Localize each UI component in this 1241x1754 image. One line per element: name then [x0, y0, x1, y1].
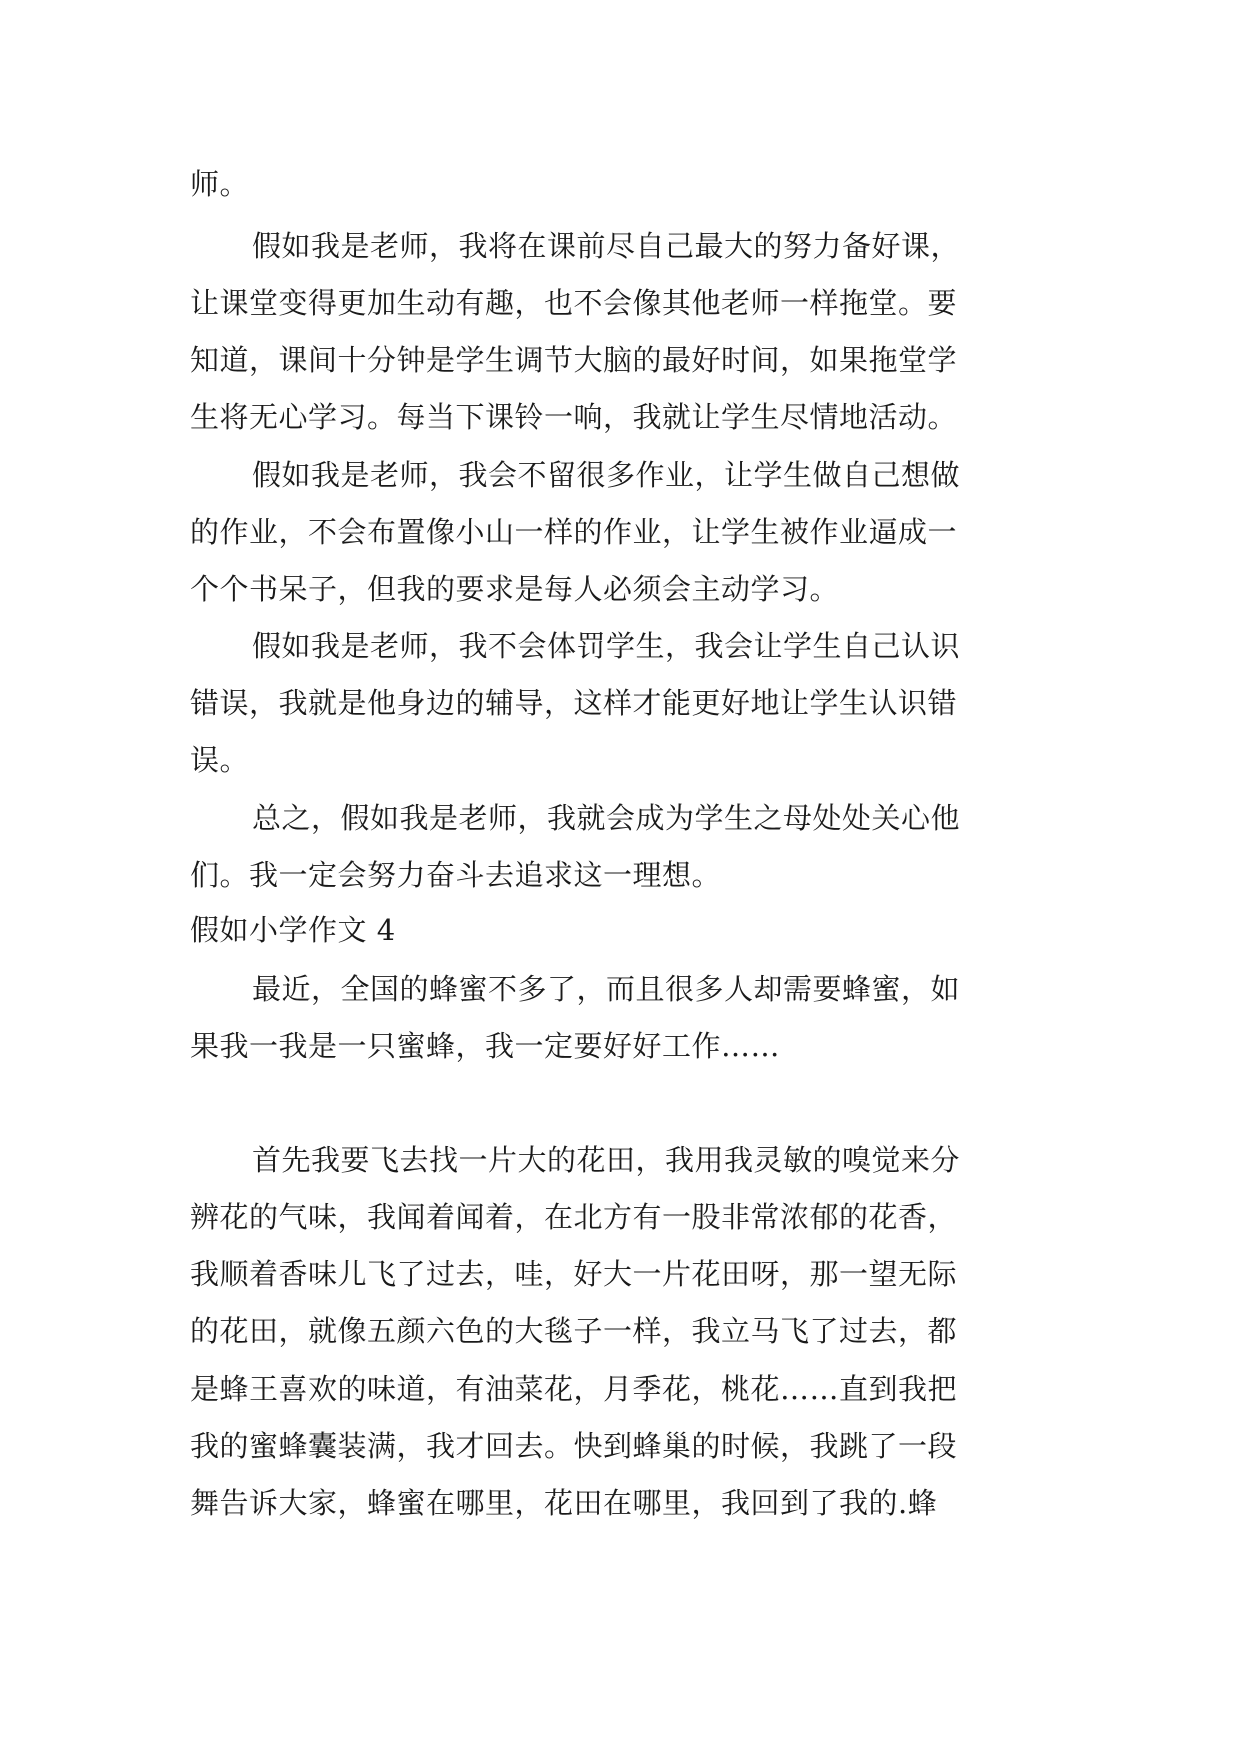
text-line: 错误，我就是他身边的辅导，这样才能更好地让学生认识错	[190, 686, 958, 720]
paragraph-first-line: 假如我是老师，我不会体罚学生，我会让学生自己认识	[252, 629, 961, 663]
text-line: 我顺着香味儿飞了过去，哇，好大一片花田呀，那一望无际	[190, 1257, 958, 1291]
text-line: 舞告诉大家，蜂蜜在哪里，花田在哪里，我回到了我的.蜂	[190, 1486, 938, 1520]
paragraph-first-line: 最近，全国的蜂蜜不多了，而且很多人却需要蜂蜜，如	[252, 972, 961, 1006]
text-line: 果我一我是一只蜜蜂，我一定要好好工作……	[190, 1029, 781, 1063]
text-line: 让课堂变得更加生动有趣，也不会像其他老师一样拖堂。要	[190, 286, 958, 320]
paragraph-first-line: 假如我是老师，我会不留很多作业，让学生做自己想做	[252, 458, 961, 492]
text-line: 个个书呆子，但我的要求是每人必须会主动学习。	[190, 572, 840, 606]
text-line: 们。我一定会努力奋斗去追求这一理想。	[190, 858, 722, 892]
paragraph-first-line: 首先我要飞去找一片大的花田，我用我灵敏的嗅觉来分	[252, 1143, 961, 1177]
text-line: 师。	[190, 167, 250, 201]
text-line: 是蜂王喜欢的味道，有油菜花，月季花，桃花……直到我把	[190, 1372, 958, 1406]
text-line: 的作业，不会布置像小山一样的作业，让学生被作业逼成一	[190, 515, 958, 549]
text-line: 我的蜜蜂囊装满，我才回去。快到蜂巢的时候，我跳了一段	[190, 1429, 958, 1463]
text-line: 知道，课间十分钟是学生调节大脑的最好时间，如果拖堂学	[190, 343, 958, 377]
text-line: 辨花的气味，我闻着闻着，在北方有一股非常浓郁的花香，	[190, 1200, 958, 1234]
paragraph-first-line: 总之，假如我是老师，我就会成为学生之母处处关心他	[252, 801, 961, 835]
paragraph-first-line: 假如我是老师，我将在课前尽自己最大的努力备好课，	[252, 229, 961, 263]
text-line: 误。	[190, 743, 250, 777]
section-heading: 假如小学作文 4	[190, 913, 396, 947]
text-line: 的花田，就像五颜六色的大毯子一样，我立马飞了过去，都	[190, 1314, 958, 1348]
text-line: 生将无心学习。每当下课铃一响，我就让学生尽情地活动。	[190, 400, 958, 434]
